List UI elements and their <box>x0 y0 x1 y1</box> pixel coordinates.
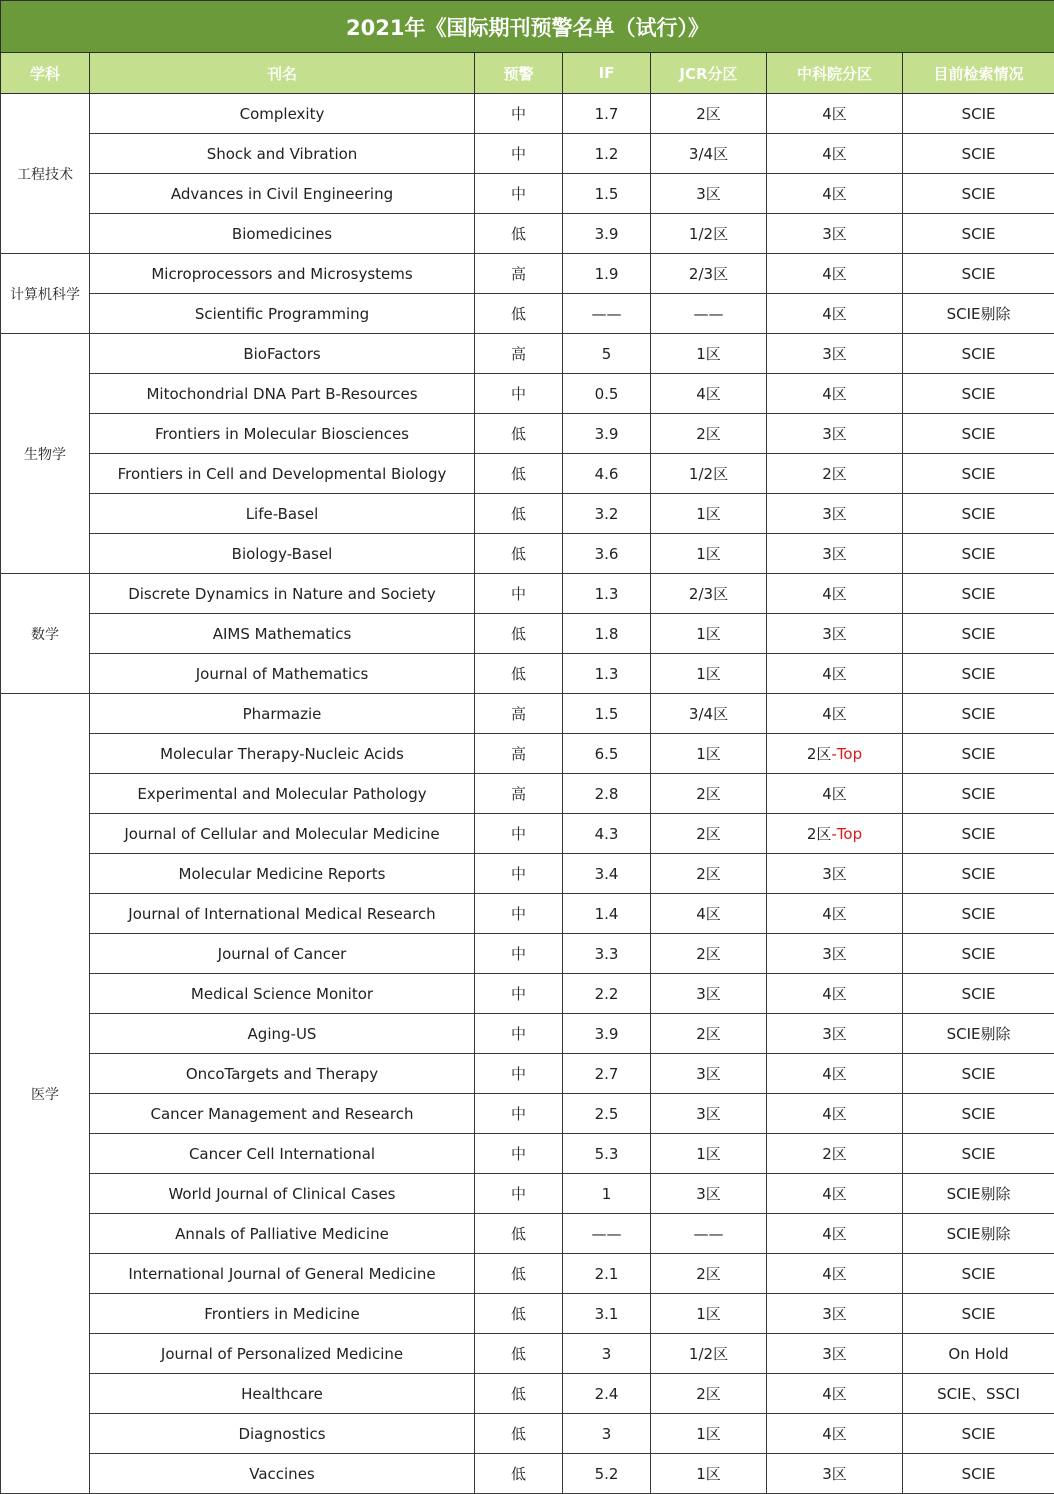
table-row <box>1 574 1054 614</box>
index-status-cell: SCIE <box>903 894 1054 934</box>
cas-zone-cell <box>767 1054 903 1094</box>
table-row <box>1 974 1054 1014</box>
journal-name-cell: Complexity <box>90 94 475 134</box>
impact-factor-cell: 4.6 <box>563 454 651 494</box>
cas-zone-cell <box>767 1454 903 1494</box>
index-status-cell: SCIE <box>903 1414 1054 1454</box>
journal-name-cell: Cancer Cell International <box>90 1134 475 1174</box>
warning-level-cell: 低 <box>475 414 563 454</box>
table-row <box>1 1254 1054 1294</box>
index-status-cell: SCIE <box>903 974 1054 1014</box>
cas-zone-value: 4区 <box>822 1385 847 1403</box>
cas-zone-value: 4区 <box>822 145 847 163</box>
subject-cell-computer-science: 计算机科学 <box>1 254 90 334</box>
impact-factor-cell: 3.2 <box>563 494 651 534</box>
impact-factor-cell: 6.5 <box>563 734 651 774</box>
journal-name-cell: Frontiers in Cell and Developmental Biology <box>90 454 475 494</box>
title-row <box>1 1 1054 53</box>
cas-zone-cell <box>767 334 903 374</box>
warning-level-cell: 高 <box>475 774 563 814</box>
warning-level-cell: 低 <box>475 614 563 654</box>
impact-factor-cell: 5.3 <box>563 1134 651 1174</box>
impact-factor-cell: 2.1 <box>563 1254 651 1294</box>
table-row <box>1 1294 1054 1334</box>
cas-zone-cell <box>767 1414 903 1454</box>
cas-zone-value: 2区 <box>822 465 847 483</box>
warning-level-cell: 低 <box>475 1454 563 1494</box>
cas-top-mark: -Top <box>831 825 862 843</box>
jcr-quartile-cell: 3/4区 <box>651 694 767 734</box>
impact-factor-cell: 1.8 <box>563 614 651 654</box>
cas-zone-value: 4区 <box>822 1105 847 1123</box>
warning-level-cell: 高 <box>475 694 563 734</box>
table-body <box>1 94 1054 1494</box>
jcr-quartile-cell: 2区 <box>651 934 767 974</box>
journal-name-cell: Cancer Management and Research <box>90 1094 475 1134</box>
subject-cell-mathematics: 数学 <box>1 574 90 694</box>
table-row <box>1 174 1054 214</box>
jcr-quartile-cell: 2区 <box>651 1254 767 1294</box>
journal-name-cell: Molecular Therapy-Nucleic Acids <box>90 734 475 774</box>
cas-zone-value: 3区 <box>822 865 847 883</box>
warning-level-cell: 中 <box>475 1094 563 1134</box>
table-row <box>1 94 1054 134</box>
table-row <box>1 1014 1054 1054</box>
impact-factor-cell: 1.4 <box>563 894 651 934</box>
journal-name-cell: BioFactors <box>90 334 475 374</box>
journal-name-cell: World Journal of Clinical Cases <box>90 1174 475 1214</box>
jcr-quartile-cell: 2区 <box>651 414 767 454</box>
cas-zone-value: 4区 <box>822 105 847 123</box>
table-row <box>1 294 1054 334</box>
jcr-quartile-cell: 2/3区 <box>651 574 767 614</box>
index-status-cell: SCIE、SSCI <box>903 1374 1054 1414</box>
jcr-quartile-cell: 1区 <box>651 1454 767 1494</box>
impact-factor-cell: 3.9 <box>563 214 651 254</box>
cas-zone-cell <box>767 494 903 534</box>
cas-zone-value: 3区 <box>822 1305 847 1323</box>
journal-name-cell: Scientific Programming <box>90 294 475 334</box>
cas-zone-cell <box>767 934 903 974</box>
warning-level-cell: 中 <box>475 1174 563 1214</box>
cas-zone-value: 3区 <box>822 225 847 243</box>
cas-zone-cell <box>767 614 903 654</box>
cas-zone-cell <box>767 894 903 934</box>
cas-zone-cell <box>767 734 903 774</box>
impact-factor-cell: 3.9 <box>563 1014 651 1054</box>
table-row <box>1 854 1054 894</box>
warning-level-cell: 高 <box>475 334 563 374</box>
index-status-cell: SCIE <box>903 614 1054 654</box>
cas-zone-cell <box>767 534 903 574</box>
jcr-quartile-cell: 1/2区 <box>651 1334 767 1374</box>
cas-zone-value: 4区 <box>822 585 847 603</box>
warning-level-cell: 低 <box>475 534 563 574</box>
impact-factor-cell: 1.5 <box>563 694 651 734</box>
impact-factor-cell: 1.7 <box>563 94 651 134</box>
table-row <box>1 494 1054 534</box>
warning-level-cell: 中 <box>475 374 563 414</box>
warning-level-cell: 中 <box>475 814 563 854</box>
warning-level-cell: 中 <box>475 1134 563 1174</box>
journal-name-cell: Journal of Mathematics <box>90 654 475 694</box>
warning-level-cell: 中 <box>475 894 563 934</box>
journal-name-cell: Microprocessors and Microsystems <box>90 254 475 294</box>
cas-zone-value: 4区 <box>822 905 847 923</box>
journal-name-cell: Mitochondrial DNA Part B-Resources <box>90 374 475 414</box>
journal-name-cell: Advances in Civil Engineering <box>90 174 475 214</box>
jcr-quartile-cell: 2区 <box>651 854 767 894</box>
jcr-quartile-cell: 2区 <box>651 1014 767 1054</box>
index-status-cell: SCIE <box>903 654 1054 694</box>
cas-zone-value: 4区 <box>822 1065 847 1083</box>
impact-factor-cell: 1.5 <box>563 174 651 214</box>
journal-name-cell: Biomedicines <box>90 214 475 254</box>
cas-zone-value: 3区 <box>822 345 847 363</box>
index-status-cell: SCIE剔除 <box>903 1174 1054 1214</box>
warning-level-cell: 中 <box>475 1014 563 1054</box>
impact-factor-cell: 1.9 <box>563 254 651 294</box>
table-row <box>1 1334 1054 1374</box>
cas-zone-cell <box>767 814 903 854</box>
index-status-cell: SCIE <box>903 694 1054 734</box>
cas-zone-value: 2区 <box>822 1145 847 1163</box>
table-row <box>1 614 1054 654</box>
jcr-quartile-cell: 2/3区 <box>651 254 767 294</box>
index-status-cell: SCIE剔除 <box>903 1214 1054 1254</box>
impact-factor-cell: 2.5 <box>563 1094 651 1134</box>
cas-zone-value: 4区 <box>822 1265 847 1283</box>
jcr-quartile-cell: 2区 <box>651 94 767 134</box>
index-status-cell: SCIE <box>903 374 1054 414</box>
table-row <box>1 454 1054 494</box>
impact-factor-cell: 3.6 <box>563 534 651 574</box>
cas-zone-cell <box>767 1254 903 1294</box>
table-row <box>1 534 1054 574</box>
jcr-quartile-cell: 1区 <box>651 334 767 374</box>
jcr-quartile-cell: 3区 <box>651 1054 767 1094</box>
column-header-index: 目前检索情况 <box>903 53 1054 94</box>
cas-zone-value: 4区 <box>822 185 847 203</box>
cas-zone-value: 2区 <box>807 825 832 843</box>
subject-cell-biology: 生物学 <box>1 334 90 574</box>
jcr-quartile-cell: 1区 <box>651 534 767 574</box>
journal-name-cell: AIMS Mathematics <box>90 614 475 654</box>
impact-factor-cell: —— <box>563 1214 651 1254</box>
cas-zone-cell <box>767 1174 903 1214</box>
cas-zone-cell <box>767 454 903 494</box>
cas-zone-value: 4区 <box>822 665 847 683</box>
impact-factor-cell: 1.2 <box>563 134 651 174</box>
warning-level-cell: 中 <box>475 974 563 1014</box>
cas-top-mark: -Top <box>831 745 862 763</box>
index-status-cell: SCIE <box>903 134 1054 174</box>
impact-factor-cell: 2.2 <box>563 974 651 1014</box>
warning-level-cell: 中 <box>475 574 563 614</box>
column-header-journal: 刊名 <box>90 53 475 94</box>
table-row <box>1 214 1054 254</box>
warning-level-cell: 中 <box>475 94 563 134</box>
cas-zone-cell <box>767 974 903 1014</box>
table-row <box>1 1454 1054 1494</box>
impact-factor-cell: 5.2 <box>563 1454 651 1494</box>
cas-zone-value: 3区 <box>822 505 847 523</box>
cas-zone-cell <box>767 854 903 894</box>
journal-name-cell: Pharmazie <box>90 694 475 734</box>
journal-name-cell: Annals of Palliative Medicine <box>90 1214 475 1254</box>
cas-zone-value: 4区 <box>822 705 847 723</box>
cas-zone-value: 3区 <box>822 1345 847 1363</box>
jcr-quartile-cell: 2区 <box>651 774 767 814</box>
warning-level-cell: 中 <box>475 854 563 894</box>
index-status-cell: SCIE <box>903 94 1054 134</box>
impact-factor-cell: 1 <box>563 1174 651 1214</box>
index-status-cell: SCIE <box>903 1254 1054 1294</box>
jcr-quartile-cell: 4区 <box>651 374 767 414</box>
jcr-quartile-cell: 1/2区 <box>651 214 767 254</box>
jcr-quartile-cell: 1区 <box>651 1294 767 1334</box>
jcr-quartile-cell: 3区 <box>651 1094 767 1134</box>
jcr-quartile-cell: 4区 <box>651 894 767 934</box>
journal-name-cell: Journal of Personalized Medicine <box>90 1334 475 1374</box>
table-row <box>1 374 1054 414</box>
warning-level-cell: 低 <box>475 1294 563 1334</box>
journal-name-cell: Journal of Cancer <box>90 934 475 974</box>
cas-zone-value: 4区 <box>822 1425 847 1443</box>
cas-zone-value: 2区 <box>807 745 832 763</box>
journal-name-cell: Shock and Vibration <box>90 134 475 174</box>
cas-zone-value: 4区 <box>822 785 847 803</box>
table-row <box>1 894 1054 934</box>
table-row <box>1 414 1054 454</box>
jcr-quartile-cell: 3区 <box>651 974 767 1014</box>
cas-zone-cell <box>767 94 903 134</box>
index-status-cell: SCIE <box>903 1454 1054 1494</box>
cas-zone-value: 3区 <box>822 545 847 563</box>
cas-zone-cell <box>767 1134 903 1174</box>
warning-level-cell: 低 <box>475 294 563 334</box>
journal-name-cell: Experimental and Molecular Pathology <box>90 774 475 814</box>
table-row <box>1 254 1054 294</box>
warning-level-cell: 低 <box>475 1254 563 1294</box>
column-header-warning: 预警 <box>475 53 563 94</box>
impact-factor-cell: 2.7 <box>563 1054 651 1094</box>
journal-name-cell: Molecular Medicine Reports <box>90 854 475 894</box>
jcr-quartile-cell: 3区 <box>651 174 767 214</box>
index-status-cell: SCIE <box>903 414 1054 454</box>
impact-factor-cell: 3.4 <box>563 854 651 894</box>
table-row <box>1 1374 1054 1414</box>
cas-zone-cell <box>767 1374 903 1414</box>
table-row <box>1 1174 1054 1214</box>
warning-level-cell: 中 <box>475 174 563 214</box>
subject-cell-engineering: 工程技术 <box>1 94 90 254</box>
warning-level-cell: 低 <box>475 654 563 694</box>
index-status-cell: SCIE <box>903 1134 1054 1174</box>
impact-factor-cell: 2.8 <box>563 774 651 814</box>
index-status-cell: SCIE <box>903 854 1054 894</box>
table-row <box>1 814 1054 854</box>
jcr-quartile-cell: 2区 <box>651 1374 767 1414</box>
index-status-cell: SCIE <box>903 174 1054 214</box>
warning-level-cell: 高 <box>475 734 563 774</box>
index-status-cell: SCIE <box>903 814 1054 854</box>
cas-zone-cell <box>767 134 903 174</box>
warning-level-cell: 低 <box>475 1334 563 1374</box>
page-title: 2021年《国际期刊预警名单（试行）》 <box>1 1 1054 53</box>
journal-name-cell: Aging-US <box>90 1014 475 1054</box>
warning-level-cell: 中 <box>475 1054 563 1094</box>
warning-level-cell: 低 <box>475 1214 563 1254</box>
jcr-quartile-cell: 1区 <box>651 614 767 654</box>
impact-factor-cell: 3.1 <box>563 1294 651 1334</box>
jcr-quartile-cell: —— <box>651 1214 767 1254</box>
cas-zone-cell <box>767 294 903 334</box>
cas-zone-cell <box>767 1094 903 1134</box>
index-status-cell: SCIE <box>903 494 1054 534</box>
column-header-if: IF <box>563 53 651 94</box>
cas-zone-cell <box>767 774 903 814</box>
jcr-quartile-cell: 3区 <box>651 1174 767 1214</box>
cas-zone-cell <box>767 1294 903 1334</box>
impact-factor-cell: 5 <box>563 334 651 374</box>
index-status-cell: SCIE <box>903 1054 1054 1094</box>
impact-factor-cell: 1.3 <box>563 574 651 614</box>
warning-level-cell: 低 <box>475 214 563 254</box>
column-header-jcr: JCR分区 <box>651 53 767 94</box>
header-row <box>1 53 1054 94</box>
cas-zone-value: 4区 <box>822 1225 847 1243</box>
jcr-quartile-cell: 1区 <box>651 1414 767 1454</box>
cas-zone-cell <box>767 694 903 734</box>
cas-zone-value: 3区 <box>822 625 847 643</box>
table-row <box>1 1094 1054 1134</box>
table-row <box>1 774 1054 814</box>
journal-name-cell: Biology-Basel <box>90 534 475 574</box>
table-row <box>1 734 1054 774</box>
index-status-cell: SCIE剔除 <box>903 294 1054 334</box>
impact-factor-cell: 2.4 <box>563 1374 651 1414</box>
cas-zone-value: 4区 <box>822 305 847 323</box>
table-row <box>1 1414 1054 1454</box>
cas-zone-cell <box>767 1334 903 1374</box>
impact-factor-cell: 3.3 <box>563 934 651 974</box>
jcr-quartile-cell: 3/4区 <box>651 134 767 174</box>
cas-zone-cell <box>767 574 903 614</box>
cas-zone-cell <box>767 654 903 694</box>
warning-level-cell: 低 <box>475 494 563 534</box>
index-status-cell: SCIE剔除 <box>903 1014 1054 1054</box>
impact-factor-cell: 3 <box>563 1334 651 1374</box>
table-row <box>1 654 1054 694</box>
index-status-cell: SCIE <box>903 1294 1054 1334</box>
jcr-quartile-cell: 1区 <box>651 654 767 694</box>
journal-name-cell: Medical Science Monitor <box>90 974 475 1014</box>
cas-zone-value: 3区 <box>822 1465 847 1483</box>
table-row <box>1 334 1054 374</box>
table-row <box>1 934 1054 974</box>
journal-name-cell: Discrete Dynamics in Nature and Society <box>90 574 475 614</box>
index-status-cell: SCIE <box>903 254 1054 294</box>
jcr-quartile-cell: 2区 <box>651 814 767 854</box>
journal-name-cell: Journal of International Medical Research <box>90 894 475 934</box>
jcr-quartile-cell: 1/2区 <box>651 454 767 494</box>
column-header-cas: 中科院分区 <box>767 53 903 94</box>
table-row <box>1 134 1054 174</box>
warning-level-cell: 低 <box>475 1374 563 1414</box>
journal-name-cell: OncoTargets and Therapy <box>90 1054 475 1094</box>
impact-factor-cell: 3 <box>563 1414 651 1454</box>
warning-level-cell: 低 <box>475 454 563 494</box>
table-row <box>1 1054 1054 1094</box>
warning-level-cell: 高 <box>475 254 563 294</box>
journal-name-cell: Frontiers in Medicine <box>90 1294 475 1334</box>
journal-name-cell: Journal of Cellular and Molecular Medicine <box>90 814 475 854</box>
index-status-cell: SCIE <box>903 214 1054 254</box>
cas-zone-cell <box>767 374 903 414</box>
cas-zone-cell <box>767 214 903 254</box>
journal-name-cell: Diagnostics <box>90 1414 475 1454</box>
impact-factor-cell: —— <box>563 294 651 334</box>
impact-factor-cell: 4.3 <box>563 814 651 854</box>
impact-factor-cell: 3.9 <box>563 414 651 454</box>
cas-zone-value: 4区 <box>822 1185 847 1203</box>
jcr-quartile-cell: 1区 <box>651 494 767 534</box>
warning-level-cell: 中 <box>475 934 563 974</box>
cas-zone-value: 3区 <box>822 945 847 963</box>
index-status-cell: SCIE <box>903 454 1054 494</box>
warning-level-cell: 低 <box>475 1414 563 1454</box>
jcr-quartile-cell: 1区 <box>651 1134 767 1174</box>
journal-name-cell: Frontiers in Molecular Biosciences <box>90 414 475 454</box>
cas-zone-value: 4区 <box>822 985 847 1003</box>
journal-name-cell: Healthcare <box>90 1374 475 1414</box>
cas-zone-value: 3区 <box>822 1025 847 1043</box>
jcr-quartile-cell: 1区 <box>651 734 767 774</box>
cas-zone-cell <box>767 174 903 214</box>
index-status-cell: On Hold <box>903 1334 1054 1374</box>
cas-zone-value: 4区 <box>822 265 847 283</box>
cas-zone-cell <box>767 254 903 294</box>
journal-name-cell: Life-Basel <box>90 494 475 534</box>
warning-level-cell: 中 <box>475 134 563 174</box>
journal-name-cell: Vaccines <box>90 1454 475 1494</box>
index-status-cell: SCIE <box>903 534 1054 574</box>
column-header-subject: 学科 <box>1 53 90 94</box>
impact-factor-cell: 1.3 <box>563 654 651 694</box>
cas-zone-value: 4区 <box>822 385 847 403</box>
index-status-cell: SCIE <box>903 934 1054 974</box>
index-status-cell: SCIE <box>903 334 1054 374</box>
cas-zone-cell <box>767 1014 903 1054</box>
table-row <box>1 1214 1054 1254</box>
jcr-quartile-cell: —— <box>651 294 767 334</box>
table-row <box>1 694 1054 734</box>
cas-zone-cell <box>767 1214 903 1254</box>
subject-cell-medicine: 医学 <box>1 694 90 1494</box>
journal-name-cell: International Journal of General Medicine <box>90 1254 475 1294</box>
index-status-cell: SCIE <box>903 734 1054 774</box>
cas-zone-value: 3区 <box>822 425 847 443</box>
index-status-cell: SCIE <box>903 574 1054 614</box>
cas-zone-cell <box>767 414 903 454</box>
index-status-cell: SCIE <box>903 774 1054 814</box>
table-row <box>1 1134 1054 1174</box>
impact-factor-cell: 0.5 <box>563 374 651 414</box>
index-status-cell: SCIE <box>903 1094 1054 1134</box>
